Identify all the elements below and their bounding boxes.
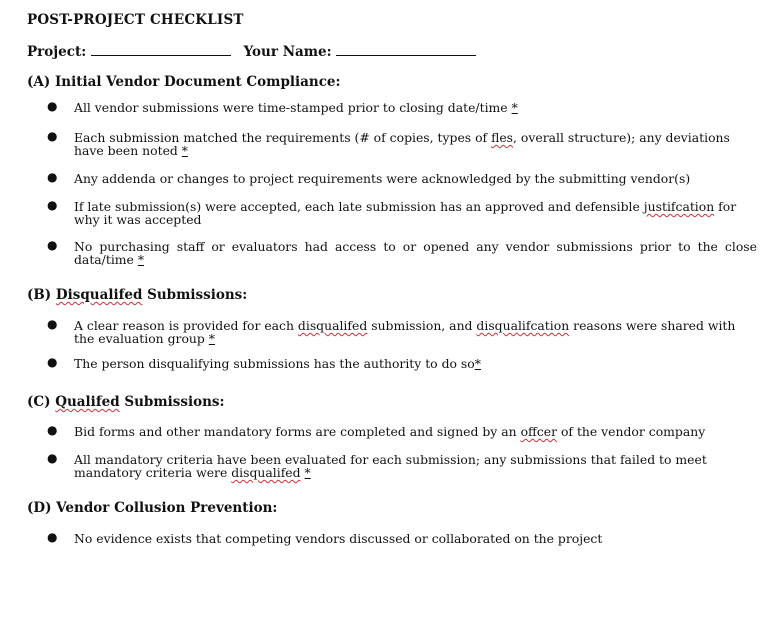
header-fields xyxy=(27,42,476,60)
your-name-field[interactable] xyxy=(336,42,476,56)
section-c-heading: (C) Qualifed Submissions: xyxy=(27,394,225,410)
bullet-icon: ● xyxy=(47,355,58,369)
bullet-icon: ● xyxy=(47,198,58,212)
page-title: POST-PROJECT CHECKLIST xyxy=(27,12,244,28)
checklist-page: POST-PROJECT CHECKLIST Project: Your Name: (A) Initial Vendor Document Compliance: ● All vendor submissions were time-stamped prior to closing date/time * ● Each submission matched the requirements (# of copies, types of fles, overall structure); any deviations have been noted * ● Any addenda or changes to project requirements were acknowledged by the submitting vendor(s) ● If late submission(s) were accepted, each late submission has an approved and defensible justifcation for why it was accepted ● No purchasing staff or evaluators had access to or opened any vendor submissions prior to the close data/time * (B) Disqualifed Submissions: ● A clear reason is provided for each disqualifed submission, and disqualifcation reasons were shared with the evaluation group * ● The person disqualifying submissions has the authority to do so* (C) Qualifed Submissions: ● Bid forms and other mandatory forms are completed and signed by an offcer of the vendor company ● All mandatory criteria have been evaluated for each submission; any submissions that failed to meet mandatory criteria were disqualifed * (D) Vendor Collusion Prevention: ● No evidence exists that competing vendors discussed or collaborated on the project xyxy=(27,12,757,546)
section-a-heading: (A) Initial Vendor Document Compliance: xyxy=(27,74,341,90)
section-b-heading: (B) Disqualifed Submissions: xyxy=(27,287,248,303)
bullet-icon: ● xyxy=(47,238,58,252)
your-name-label: Your Name: xyxy=(243,44,332,60)
bullet-icon: ● xyxy=(47,99,58,113)
project-field[interactable] xyxy=(91,42,231,56)
bullet-icon: ● xyxy=(47,451,58,465)
bullet-icon: ● xyxy=(47,317,58,331)
bullet-icon: ● xyxy=(47,530,58,544)
bullet-icon: ● xyxy=(47,129,58,143)
bullet-icon: ● xyxy=(47,423,58,437)
section-d-heading: (D) Vendor Collusion Prevention: xyxy=(27,500,278,516)
project-label: Project: xyxy=(27,44,87,60)
bullet-icon: ● xyxy=(47,170,58,184)
